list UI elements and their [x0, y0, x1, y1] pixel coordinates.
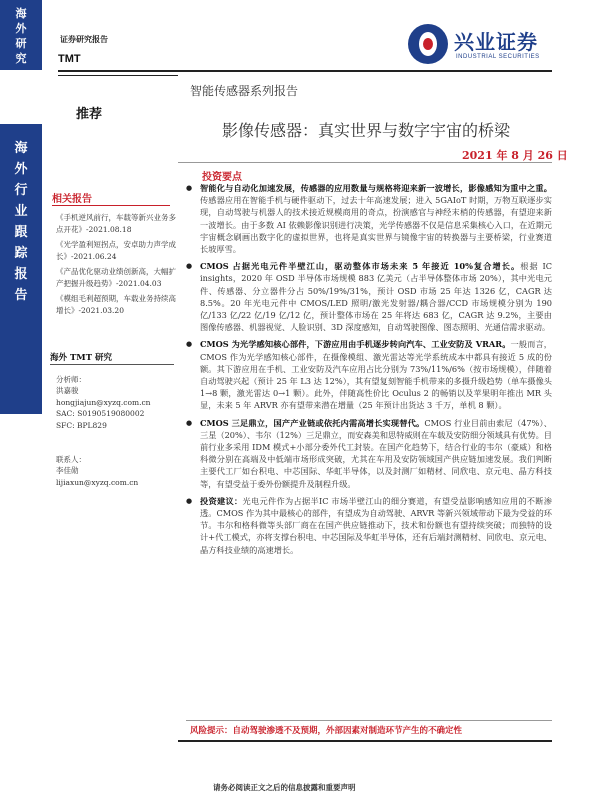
sidebar-char: 业: [14, 204, 28, 219]
related-report-item[interactable]: 《模组毛利超预期，车载业务持续高增长》-2021.03.20: [56, 294, 176, 315]
highlight-body: 传感器应用在智能手机与硬件驱动下，过去十年高速发展；进入 5GAIoT 时期，万物互联逐步实现，自动驾驶与机器人的技术接近规模商用的奇点，扮演感官与神经末梢的传感器，有望迎来新一波增长。由于多数 AI 依赖影像识别进行决策，光学传感器不仅是信息采集核心入口，在近期元宇宙概念刷画出数字化的虚拟世界，也将是真实世界与镜像宇宙的转换器与主要桥梁，行业赛道长坡厚雪。: [200, 195, 552, 255]
risk-divider: [186, 720, 552, 721]
related-reports-heading: 相关报告: [52, 194, 92, 205]
sidebar-char: 研: [15, 37, 27, 50]
highlight-lead: CMOS 为光学感知核心部件，下游应用由手机逐步转向汽车、工业安防及 VRAR。: [200, 339, 511, 350]
logo-text-cn: 兴业证券: [454, 30, 538, 54]
highlight-body: 光电元件作为占据半IC 市场半壁江山的细分赛道，有望受益影响感知应用的不断渗透。CMOS 作为其中最核心的部件，有望成为自动驾驶、ARVR 等新兴领域带动下最为受益的环节。韦尔和格科微等头部厂商在在国产供应链推动下，技术和份额也有望持续突破；而独特的设计+代工模式，亦将支撑台积电、中芯国际及华虹半导体，还有后端封测精材、同欣电、京元电、晶方科技业绩的高速增长。: [200, 495, 552, 555]
bottom-divider: [178, 740, 552, 742]
analyst-sfc: SFC: BPL829: [56, 420, 107, 430]
bullet-icon: ●: [186, 496, 193, 505]
related-report-item[interactable]: 《光学盈利短拐点，安卓助力声学成长》-2021.06.24: [56, 240, 176, 261]
bullet-icon: ●: [186, 262, 193, 271]
contact-label: 联系人：: [56, 455, 86, 465]
highlight-lead: CMOS 三足鼎立，国产产业链或依托内需高增长实现替代。: [200, 417, 425, 428]
analyst-email[interactable]: hongjiajun@xyzq.com.cn: [56, 397, 151, 407]
highlight-paragraph: [186, 182, 552, 255]
bullet-icon: ●: [186, 418, 193, 427]
highlight-paragraph: [186, 338, 552, 411]
highlight-body: 根据 IC insights，2020 年 OSD 半导体市场规模 883 亿美元（占半导体整体市场 20%），其中光电元件、传感器、分立器件分占 50%/19%/31%，预计 OSD 市场 25 年达 1326 亿，CAGR 达 8.5%。20 年光电元件中 CMOS/LED 照明/激光发射器/耦合器/CCD 市场规模分别为 190 亿/133 亿/22 亿/19 亿/12 亿，预计整体市场在 25 年将达 683 亿，CAGR 达 9.2%，主要由图像传感器、机器视觉、人脸识别、3D 深度感知，自动驾驶图像、图态照明、光通信需求驱动。: [200, 261, 552, 333]
sidebar-char: 究: [15, 52, 27, 65]
sidebar-char: 海: [14, 141, 28, 156]
company-logo: [408, 24, 558, 72]
contact-name: 李佳勋: [56, 466, 79, 476]
highlight-lead: 智能化与自动化加速发展，传感器的应用数量与规格将迎来新一波增长，影像感知为重中之重。: [200, 183, 552, 193]
bullet-icon: ●: [186, 340, 193, 349]
sidebar-char: 外: [15, 22, 27, 35]
investment-highlights-heading: 投资要点: [202, 172, 242, 183]
logo-text-en: INDUSTRIAL SECURITIES: [456, 54, 540, 60]
related-reports-list: [56, 212, 176, 320]
sidebar-char: 海: [15, 7, 27, 20]
report-type-label: 证券研究报告: [60, 34, 108, 44]
sidebar-report-type: [0, 124, 42, 414]
analyst-sac: SAC: S0190519080002: [56, 409, 145, 419]
highlight-paragraph: [186, 495, 552, 556]
related-report-item[interactable]: 《手机逆风前行，车载等新兴业务多点开花》-2021.08.18: [56, 213, 176, 234]
sidebar-top-label: [0, 0, 42, 70]
sidebar-char: 行: [14, 183, 28, 198]
risk-warning: 风险提示：自动驾驶渗透不及预期，外部因素对制造环节产生的不确定性: [190, 726, 463, 736]
analyst-divider: [50, 364, 174, 365]
logo-mark-icon: [408, 24, 448, 64]
investment-highlights: [186, 182, 552, 561]
highlight-lead: 投资建议：: [200, 495, 243, 506]
report-title: 影像传感器：真实世界与数字宇宙的桥梁: [222, 121, 511, 140]
bullet-icon: ●: [186, 184, 193, 192]
highlight-paragraph: [186, 260, 552, 333]
analyst-label: 分析师：: [56, 375, 86, 384]
analyst-team-heading: 海外 TMT 研究: [50, 353, 112, 363]
report-series: 智能传感器系列报告: [190, 84, 299, 98]
sidebar-char: 跟: [14, 225, 28, 240]
highlight-body: CMOS 行业目前由索尼（47%）、三星（20%）、韦尔（12%）三足鼎立，而安森美和思特威则在车载及安防细分领域具有优势。目前行业多采用 IDM 模式+小部分委外代工封装。在国产化趋势下，结合行业的韦尔（豪威）和格科微分别在高端及中低端市场形成突破，尤其在车用及安防领域国产供应链加速发展。我们判断主要代工厂如台积电、中芯国际、华虹半导体，以及封测厂如精材、同欣电、京元电、晶方科技等，有望受益于委外份额提升及制程升级。: [200, 417, 552, 489]
related-report-item[interactable]: 《产品优化驱动业绩创新高，大幅扩产把握升级趋势》-2021.04.03: [56, 267, 176, 288]
disclaimer-footer: 请务必阅读正文之后的信息披露和重要声明: [213, 783, 356, 792]
contact-email[interactable]: lijiaxun@xyzq.com.cn: [56, 477, 139, 487]
header-divider-thin: [58, 75, 178, 76]
title-divider: [178, 162, 552, 163]
analyst-name: 洪嘉骏: [56, 386, 79, 396]
rating-label: 推荐: [76, 107, 103, 122]
highlight-paragraph: [186, 417, 552, 490]
sidebar-char: 报: [14, 267, 28, 282]
related-reports-divider: [52, 205, 170, 206]
sidebar-char: 踪: [14, 246, 28, 261]
highlight-lead: CMOS 占据光电元件半壁江山，驱动整体市场未来 5 年接近 10%复合增长。: [200, 261, 521, 272]
highlight-body: 一般而言，CMOS 作为光学感知核心部件，在摄像模组、激光雷达等光学系统成本中都具有接近 5 成的份额。其下游应用在手机、工业安防及汽车应用占比分别为 73%/11%/6%（按市场规模），伴随着自动驾驶兴起（预计 25 年 L3 达 12%），其有望复刻智能手机带来的多摄升级趋势（单车摄像头 1→8 颗，激光雷达 0→1 颗）。此外，伴随高性价比 Oculus 2 的畅销以及苹果明年推出 MR 头显，未来 5 年 ARVR 亦有望带来潜在增量（25 年预计出货达 3 千万，单机 8 颗）。: [200, 339, 552, 411]
sector-label: TMT: [58, 53, 81, 65]
report-date: 2021 年 8 月 26 日: [462, 149, 568, 162]
analyst-info: [56, 374, 174, 488]
left-sidebar: [0, 0, 42, 800]
sidebar-char: 告: [14, 288, 28, 303]
sidebar-char: 外: [14, 162, 28, 177]
